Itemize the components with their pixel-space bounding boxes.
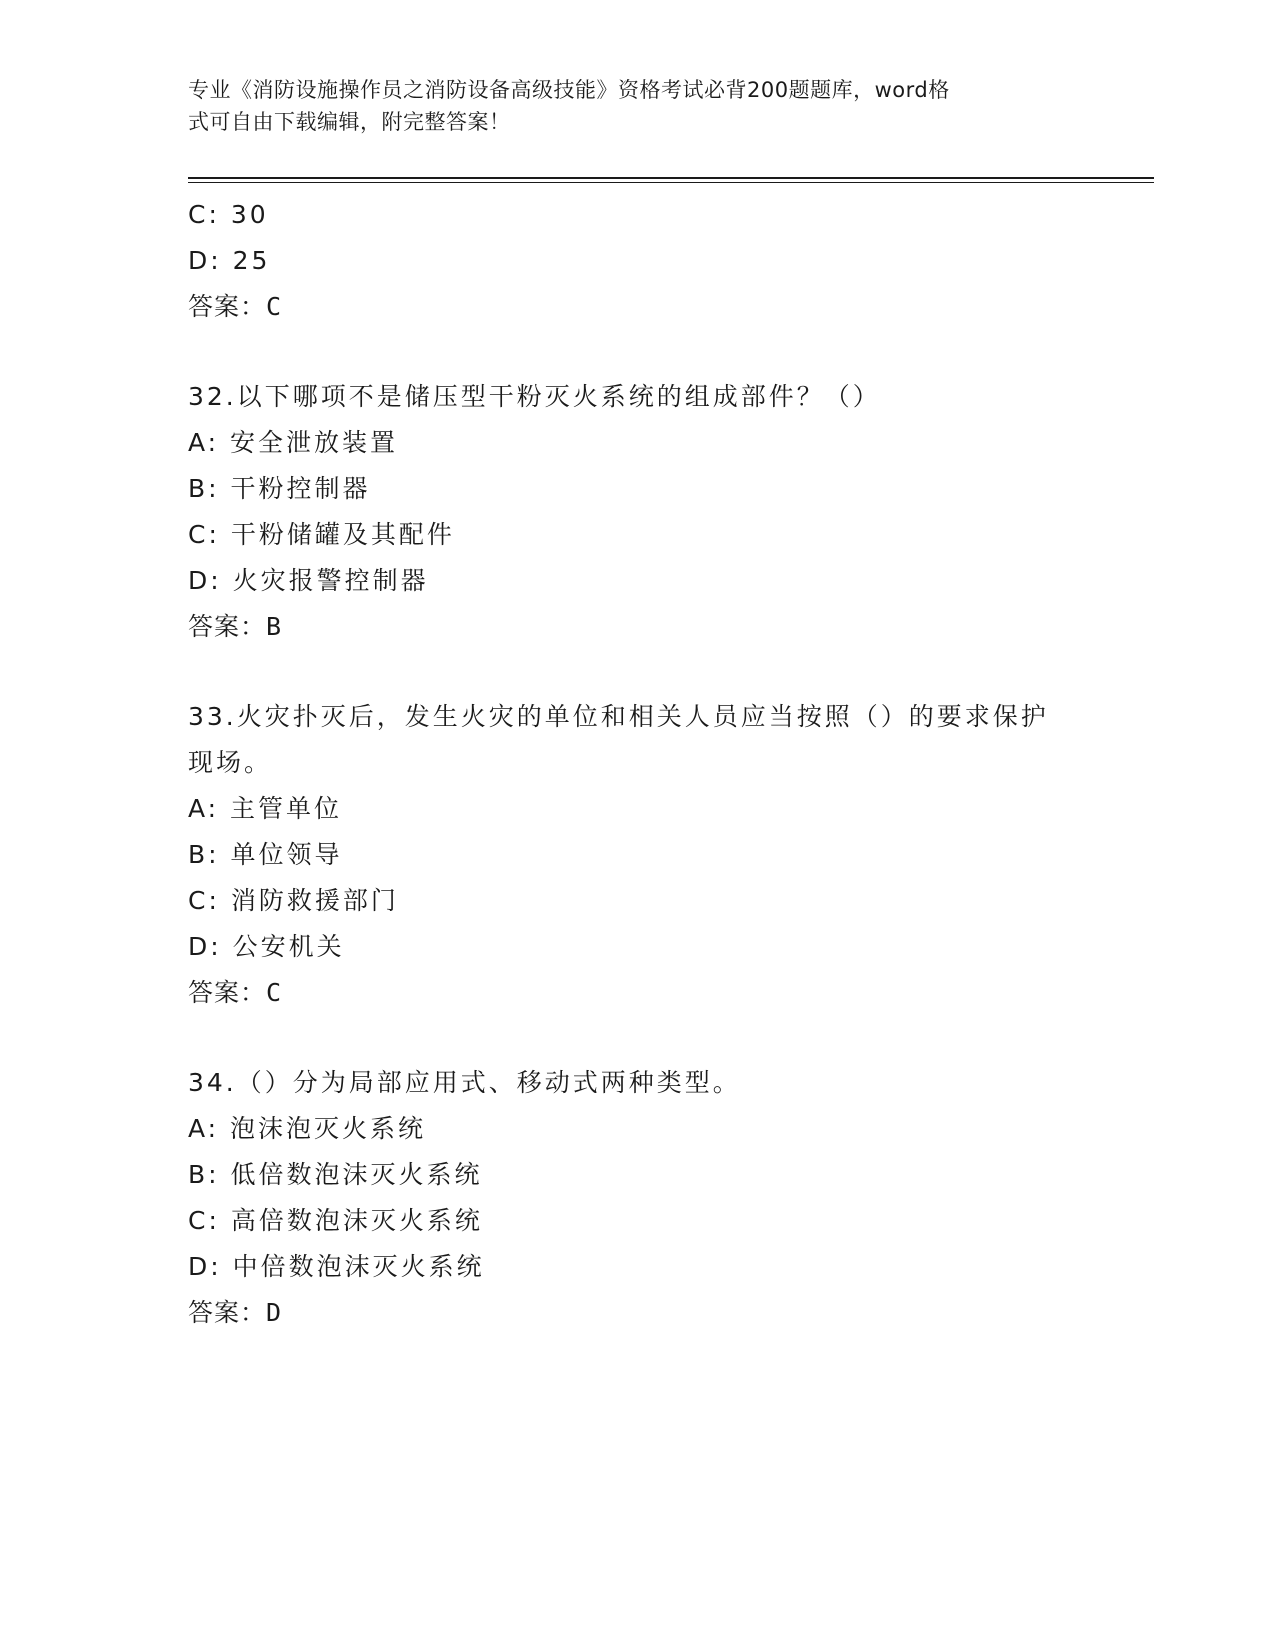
- answer-line: 答案：C: [188, 978, 283, 1007]
- option-d: D: 火灾报警控制器: [188, 566, 429, 595]
- option-c: C: 高倍数泡沫灭火系统: [188, 1206, 483, 1235]
- answer-line: 答案：D: [188, 1298, 283, 1327]
- option-c: C: 30: [188, 200, 269, 229]
- option-b: B: 低倍数泡沫灭火系统: [188, 1160, 483, 1189]
- question-stem: 34.（）分为局部应用式、移动式两种类型。: [188, 1068, 741, 1097]
- header-line-1: 专业《消防设施操作员之消防设备高级技能》资格考试必背200题题库，word格: [188, 78, 950, 102]
- option-c: C: 干粉储罐及其配件: [188, 520, 455, 549]
- document-header: [188, 74, 1088, 138]
- answer-line: 答案：C: [188, 292, 283, 321]
- question-stem-line-2: 现场。: [188, 748, 273, 777]
- option-a: A: 泡沫泡灭火系统: [188, 1114, 427, 1143]
- option-b: B: 干粉控制器: [188, 474, 371, 503]
- option-d: D: 中倍数泡沫灭火系统: [188, 1252, 485, 1281]
- header-divider-thin: [188, 182, 1154, 183]
- header-divider-thick: [188, 177, 1154, 179]
- question-stem-line-1: 33.火灾扑灭后，发生火灾的单位和相关人员应当按照（）的要求保护: [188, 702, 1049, 731]
- question-34: [188, 1060, 1088, 1336]
- answer-line: 答案：B: [188, 612, 283, 641]
- option-d: D: 25: [188, 246, 271, 275]
- question-list: [188, 192, 1088, 1336]
- header-line-2: 式可自由下载编辑，附完整答案！: [188, 110, 511, 134]
- question-33: [188, 694, 1088, 1016]
- option-b: B: 单位领导: [188, 840, 343, 869]
- option-d: D: 公安机关: [188, 932, 345, 961]
- option-a: A: 安全泄放装置: [188, 428, 399, 457]
- question-31-continuation: [188, 192, 1088, 330]
- option-c: C: 消防救援部门: [188, 886, 399, 915]
- spacer: [188, 650, 1088, 694]
- question-stem: 32.以下哪项不是储压型干粉灭火系统的组成部件？（）: [188, 382, 881, 411]
- option-a: A: 主管单位: [188, 794, 343, 823]
- spacer: [188, 1016, 1088, 1060]
- question-32: [188, 374, 1088, 650]
- spacer: [188, 330, 1088, 374]
